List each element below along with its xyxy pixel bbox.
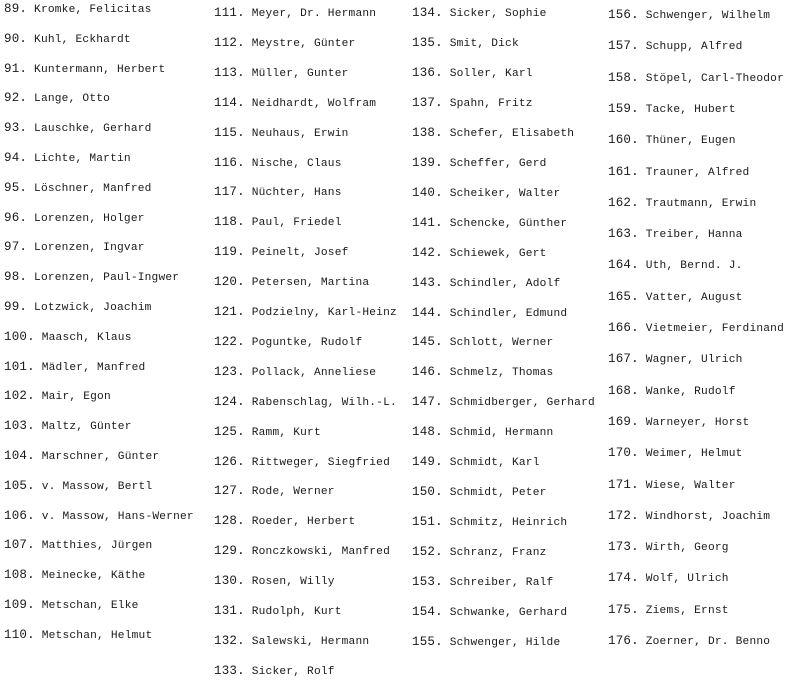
entry-name: Maltz, Günter bbox=[41, 421, 132, 434]
entry-number: 169. bbox=[608, 414, 639, 429]
list-item bbox=[214, 604, 410, 619]
list-item bbox=[412, 246, 608, 261]
entry-number: 119. bbox=[214, 245, 245, 260]
entry-number: 154. bbox=[412, 605, 443, 619]
entry-number: 97. bbox=[4, 240, 28, 255]
entry-name: Schiewek, Gert bbox=[449, 247, 547, 260]
list-item bbox=[608, 634, 800, 649]
entry-name: Uth, Bernd. J. bbox=[645, 260, 743, 273]
list-item bbox=[608, 415, 800, 430]
list-item bbox=[412, 306, 608, 321]
entry-number: 170. bbox=[608, 446, 639, 461]
entry-name: v. Massow, Bertl bbox=[41, 480, 153, 493]
entry-name: Poguntke, Rudolf bbox=[251, 336, 363, 349]
entry-number: 132. bbox=[214, 633, 245, 648]
entry-name: Treiber, Hanna bbox=[645, 229, 743, 242]
entry-number: 158. bbox=[608, 70, 639, 85]
list-item bbox=[608, 8, 800, 23]
entry-number: 125. bbox=[214, 424, 245, 439]
entry-name: Schlott, Werner bbox=[449, 337, 554, 350]
entry-name: Schreiber, Ralf bbox=[449, 577, 554, 589]
entry-name: Nische, Claus bbox=[251, 157, 342, 170]
entry-name: Kuntermann, Herbert bbox=[34, 63, 166, 76]
list-item bbox=[4, 91, 209, 106]
entry-name: Nüchter, Hans bbox=[251, 187, 342, 200]
entry-number: 121. bbox=[214, 305, 245, 319]
list-item bbox=[608, 227, 800, 242]
entry-number: 123. bbox=[214, 364, 245, 379]
entry-number: 127. bbox=[214, 484, 245, 499]
entry-number: 161. bbox=[608, 164, 639, 179]
list-item bbox=[4, 598, 209, 613]
entry-number: 129. bbox=[214, 544, 245, 559]
entry-name: Schmitz, Heinrich bbox=[449, 517, 568, 530]
entry-number: 135. bbox=[412, 36, 443, 50]
entry-number: 105. bbox=[4, 478, 35, 493]
list-item bbox=[608, 133, 800, 148]
list-item bbox=[608, 384, 800, 399]
entry-name: Schmidberger, Gerhard bbox=[449, 397, 595, 410]
entry-name: Schranz, Franz bbox=[449, 547, 547, 560]
entry-number: 102. bbox=[4, 389, 35, 404]
list-item bbox=[214, 126, 410, 141]
entry-number: 167. bbox=[608, 352, 639, 367]
list-item bbox=[4, 628, 209, 643]
entry-number: 152. bbox=[412, 545, 443, 560]
entry-name: Rudolph, Kurt bbox=[251, 606, 342, 618]
list-item bbox=[4, 538, 209, 553]
entry-name: Wirth, Georg bbox=[645, 542, 729, 555]
entry-name: Müller, Gunter bbox=[251, 67, 349, 80]
entry-number: 147. bbox=[412, 395, 443, 410]
entry-name: Schmidt, Karl bbox=[449, 457, 540, 470]
list-item bbox=[214, 514, 410, 529]
list-item bbox=[4, 181, 209, 196]
entry-number: 98. bbox=[4, 270, 28, 285]
entry-name: Petersen, Martina bbox=[251, 277, 370, 290]
entry-number: 124. bbox=[214, 394, 245, 409]
list-item bbox=[4, 240, 209, 255]
list-item bbox=[4, 151, 209, 166]
list-item bbox=[412, 216, 608, 231]
entry-number: 159. bbox=[608, 101, 639, 116]
entry-name: Schmid, Hermann bbox=[449, 427, 554, 440]
entry-number: 168. bbox=[608, 383, 639, 398]
entry-number: 126. bbox=[214, 454, 245, 469]
entry-number: 130. bbox=[214, 574, 245, 589]
entry-number: 138. bbox=[412, 125, 443, 140]
entry-number: 95. bbox=[4, 180, 28, 195]
entry-number: 175. bbox=[608, 602, 639, 617]
list-item bbox=[4, 568, 209, 583]
list-item bbox=[214, 574, 410, 589]
list-item bbox=[412, 635, 608, 650]
list-item bbox=[412, 365, 608, 380]
entry-number: 110. bbox=[4, 627, 35, 642]
entry-number: 131. bbox=[214, 604, 245, 618]
list-item bbox=[608, 478, 800, 493]
list-item bbox=[4, 479, 209, 494]
entry-name: Trautmann, Erwin bbox=[645, 197, 757, 210]
entry-name: Wolf, Ulrich bbox=[645, 573, 729, 586]
entry-name: Lotzwick, Joachim bbox=[34, 302, 152, 314]
entry-number: 113. bbox=[214, 65, 245, 80]
entry-number: 174. bbox=[608, 571, 639, 586]
entry-number: 157. bbox=[608, 39, 639, 54]
list-item bbox=[214, 275, 410, 290]
list-item bbox=[214, 544, 410, 559]
entry-number: 139. bbox=[412, 155, 443, 170]
entry-name: Wanke, Rudolf bbox=[645, 385, 736, 398]
entry-name: Ziems, Ernst bbox=[645, 604, 729, 617]
list-item bbox=[608, 71, 800, 86]
entry-number: 114. bbox=[214, 95, 245, 110]
entry-number: 144. bbox=[412, 305, 443, 320]
entry-name: Rosen, Willy bbox=[251, 576, 335, 589]
entry-number: 146. bbox=[412, 365, 443, 380]
entry-name: Wiese, Walter bbox=[645, 479, 736, 492]
list-item bbox=[412, 96, 608, 111]
entry-number: 94. bbox=[4, 151, 28, 165]
entry-name: Vatter, August bbox=[645, 291, 743, 304]
entry-name: Tacke, Hubert bbox=[645, 103, 736, 116]
entry-name: Lorenzen, Paul-Ingwer bbox=[34, 272, 180, 285]
entry-number: 136. bbox=[412, 65, 443, 80]
list-item bbox=[214, 66, 410, 81]
entry-name: Paul, Friedel bbox=[251, 217, 342, 230]
entry-number: 148. bbox=[412, 425, 443, 440]
entry-number: 151. bbox=[412, 515, 443, 530]
list-item bbox=[214, 215, 410, 230]
list-item bbox=[608, 196, 800, 211]
entry-number: 134. bbox=[412, 6, 443, 20]
entry-name: Spahn, Fritz bbox=[449, 97, 533, 110]
entry-number: 137. bbox=[412, 95, 443, 110]
entry-number: 117. bbox=[214, 185, 245, 200]
entry-number: 145. bbox=[412, 335, 443, 350]
entry-number: 100. bbox=[4, 329, 35, 344]
list-item bbox=[412, 6, 608, 21]
list-item bbox=[412, 395, 608, 410]
list-item bbox=[4, 330, 209, 345]
list-item bbox=[412, 575, 608, 590]
entry-name: Lorenzen, Holger bbox=[34, 212, 145, 225]
list-item bbox=[608, 39, 800, 54]
entry-number: 92. bbox=[4, 91, 28, 106]
list-item bbox=[214, 305, 410, 320]
entry-number: 150. bbox=[412, 485, 443, 500]
entry-number: 140. bbox=[412, 185, 443, 200]
list-item bbox=[4, 62, 209, 77]
entry-name: Metschan, Helmut bbox=[41, 629, 153, 642]
entry-number: 162. bbox=[608, 195, 639, 210]
entry-name: Schindler, Adolf bbox=[449, 277, 561, 290]
entry-name: Trauner, Alfred bbox=[645, 166, 750, 179]
list-item bbox=[608, 102, 800, 117]
entry-name: Warneyer, Horst bbox=[645, 416, 750, 429]
entry-number: 115. bbox=[214, 125, 245, 140]
list-item bbox=[4, 121, 209, 136]
entry-name: Pollack, Anneliese bbox=[251, 366, 377, 379]
entry-name: Meystre, Günter bbox=[251, 37, 356, 50]
entry-number: 90. bbox=[4, 31, 28, 46]
list-item bbox=[4, 32, 209, 47]
entry-name: Kuhl, Eckhardt bbox=[34, 33, 131, 46]
entry-number: 143. bbox=[412, 275, 443, 290]
list-item bbox=[214, 365, 410, 380]
list-item bbox=[412, 126, 608, 141]
list-item bbox=[412, 425, 608, 440]
entry-name: Kromke, Felicitas bbox=[34, 4, 152, 16]
entry-number: 122. bbox=[214, 334, 245, 349]
list-item bbox=[608, 571, 800, 586]
list-item bbox=[4, 389, 209, 404]
entry-name: Schencke, Günther bbox=[449, 217, 568, 230]
entry-name: Peinelt, Josef bbox=[251, 247, 349, 260]
entry-name: Zoerner, Dr. Benno bbox=[645, 636, 771, 648]
list-item bbox=[4, 509, 209, 524]
list-item bbox=[214, 335, 410, 350]
entry-number: 103. bbox=[4, 419, 35, 434]
entry-number: 108. bbox=[4, 568, 35, 583]
entry-number: 118. bbox=[214, 215, 245, 230]
entry-number: 149. bbox=[412, 455, 443, 470]
list-item bbox=[214, 634, 410, 649]
entry-number: 89. bbox=[4, 2, 28, 16]
entry-name: Meyer, Dr. Hermann bbox=[251, 8, 377, 20]
list-item bbox=[412, 276, 608, 291]
entry-number: 96. bbox=[4, 210, 28, 225]
list-item bbox=[608, 165, 800, 180]
entry-number: 104. bbox=[4, 449, 35, 463]
list-item bbox=[412, 186, 608, 201]
entry-name: Schmelz, Thomas bbox=[449, 367, 554, 380]
entry-name: Metschan, Elke bbox=[41, 600, 139, 612]
entry-number: 111. bbox=[214, 6, 245, 20]
entry-number: 165. bbox=[608, 289, 639, 304]
entry-number: 172. bbox=[608, 508, 639, 523]
entry-number: 128. bbox=[214, 514, 245, 529]
entry-name: Marschner, Günter bbox=[41, 451, 160, 463]
list-item bbox=[412, 66, 608, 81]
list-item bbox=[412, 156, 608, 171]
list-item bbox=[4, 360, 209, 375]
entry-name: Löschner, Manfred bbox=[34, 182, 152, 195]
entry-name: Schwanke, Gerhard bbox=[449, 607, 568, 619]
entry-name: Meinecke, Käthe bbox=[41, 570, 146, 583]
entry-name: Podzielny, Karl-Heinz bbox=[251, 307, 397, 319]
entry-name: Schupp, Alfred bbox=[645, 41, 743, 54]
list-item bbox=[214, 6, 410, 21]
entry-name: Wagner, Ulrich bbox=[645, 354, 743, 367]
entry-number: 107. bbox=[4, 538, 35, 553]
list-item bbox=[214, 664, 410, 679]
entry-name: Lange, Otto bbox=[34, 93, 111, 106]
list-item bbox=[4, 2, 209, 17]
entry-name: Lichte, Martin bbox=[34, 153, 131, 165]
entry-number: 99. bbox=[4, 300, 28, 314]
entry-number: 166. bbox=[608, 321, 639, 335]
entry-name: Weimer, Helmut bbox=[645, 448, 743, 461]
list-item bbox=[4, 270, 209, 285]
list-item bbox=[412, 335, 608, 350]
list-item bbox=[412, 485, 608, 500]
entry-name: Soller, Karl bbox=[449, 67, 533, 80]
entry-number: 120. bbox=[214, 275, 245, 290]
list-item bbox=[214, 185, 410, 200]
list-item bbox=[214, 96, 410, 111]
entry-name: Vietmeier, Ferdinand bbox=[645, 323, 785, 335]
entry-name: Ramm, Kurt bbox=[251, 426, 321, 439]
entry-number: 112. bbox=[214, 35, 245, 50]
entry-number: 171. bbox=[608, 477, 639, 492]
entry-number: 156. bbox=[608, 8, 639, 22]
entry-name: Schmidt, Peter bbox=[449, 487, 547, 500]
entry-name: Mädler, Manfred bbox=[41, 361, 146, 374]
entry-name: Mair, Egon bbox=[41, 391, 111, 404]
entry-number: 101. bbox=[4, 359, 35, 374]
list-item bbox=[412, 455, 608, 470]
list-item bbox=[214, 156, 410, 171]
list-item bbox=[608, 446, 800, 461]
entry-number: 109. bbox=[4, 598, 35, 612]
list-item bbox=[214, 484, 410, 499]
entry-number: 164. bbox=[608, 258, 639, 273]
list-item bbox=[4, 419, 209, 434]
entry-number: 142. bbox=[412, 245, 443, 260]
entry-name: Schefer, Elisabeth bbox=[449, 127, 575, 140]
list-item bbox=[608, 321, 800, 336]
entry-name: Thüner, Eugen bbox=[645, 135, 736, 148]
entry-name: Neidhardt, Wolfram bbox=[251, 97, 377, 110]
entry-name: Schindler, Edmund bbox=[449, 307, 568, 320]
list-item bbox=[608, 352, 800, 367]
entry-number: 106. bbox=[4, 508, 35, 523]
entry-number: 93. bbox=[4, 121, 28, 136]
entry-number: 160. bbox=[608, 133, 639, 148]
list-item bbox=[214, 425, 410, 440]
entry-number: 91. bbox=[4, 61, 28, 76]
list-item bbox=[608, 258, 800, 273]
entry-name: Lorenzen, Ingvar bbox=[34, 242, 145, 255]
entry-name: Stöpel, Carl-Theodor bbox=[645, 72, 785, 85]
entry-name: Roeder, Herbert bbox=[251, 516, 356, 529]
list-item bbox=[412, 36, 608, 51]
list-item bbox=[214, 245, 410, 260]
entry-number: 141. bbox=[412, 215, 443, 230]
entry-name: Neuhaus, Erwin bbox=[251, 127, 349, 140]
entry-name: Maasch, Klaus bbox=[41, 331, 132, 344]
entry-name: Sicker, Rolf bbox=[251, 665, 335, 678]
entry-name: Rittweger, Siegfried bbox=[251, 456, 391, 469]
entry-name: Windhorst, Joachim bbox=[645, 510, 771, 523]
list-item bbox=[4, 211, 209, 226]
list-item bbox=[608, 509, 800, 524]
entry-name: Sicker, Sophie bbox=[449, 8, 547, 20]
entry-number: 116. bbox=[214, 155, 245, 170]
list-item bbox=[214, 395, 410, 410]
entry-number: 133. bbox=[214, 663, 245, 678]
entry-name: Ronczkowski, Manfred bbox=[251, 546, 391, 559]
entry-name: Scheiker, Walter bbox=[449, 187, 561, 200]
list-item bbox=[214, 36, 410, 51]
entry-name: Scheffer, Gerd bbox=[449, 157, 547, 170]
list-item bbox=[412, 605, 608, 620]
entry-number: 163. bbox=[608, 227, 639, 242]
entry-name: Rabenschlag, Wilh.-L. bbox=[251, 396, 397, 409]
entry-name: Salewski, Hermann bbox=[251, 635, 370, 648]
list-item bbox=[608, 603, 800, 618]
entry-name: v. Massow, Hans-Werner bbox=[41, 510, 194, 523]
list-item bbox=[4, 300, 209, 315]
entry-name: Smit, Dick bbox=[449, 38, 519, 50]
entry-number: 173. bbox=[608, 540, 639, 555]
entry-name: Schwenger, Hilde bbox=[449, 636, 561, 649]
entry-name: Matthies, Jürgen bbox=[41, 540, 153, 553]
entry-number: 176. bbox=[608, 634, 639, 648]
entry-name: Lauschke, Gerhard bbox=[34, 123, 152, 136]
entry-name: Rode, Werner bbox=[251, 486, 335, 499]
list-item bbox=[608, 290, 800, 305]
list-item bbox=[214, 455, 410, 470]
entry-number: 153. bbox=[412, 575, 443, 589]
list-item bbox=[412, 545, 608, 560]
list-item bbox=[412, 515, 608, 530]
list-item bbox=[608, 540, 800, 555]
list-item bbox=[4, 449, 209, 464]
entry-number: 155. bbox=[412, 634, 443, 649]
entry-name: Schwenger, Wilhelm bbox=[645, 10, 771, 22]
